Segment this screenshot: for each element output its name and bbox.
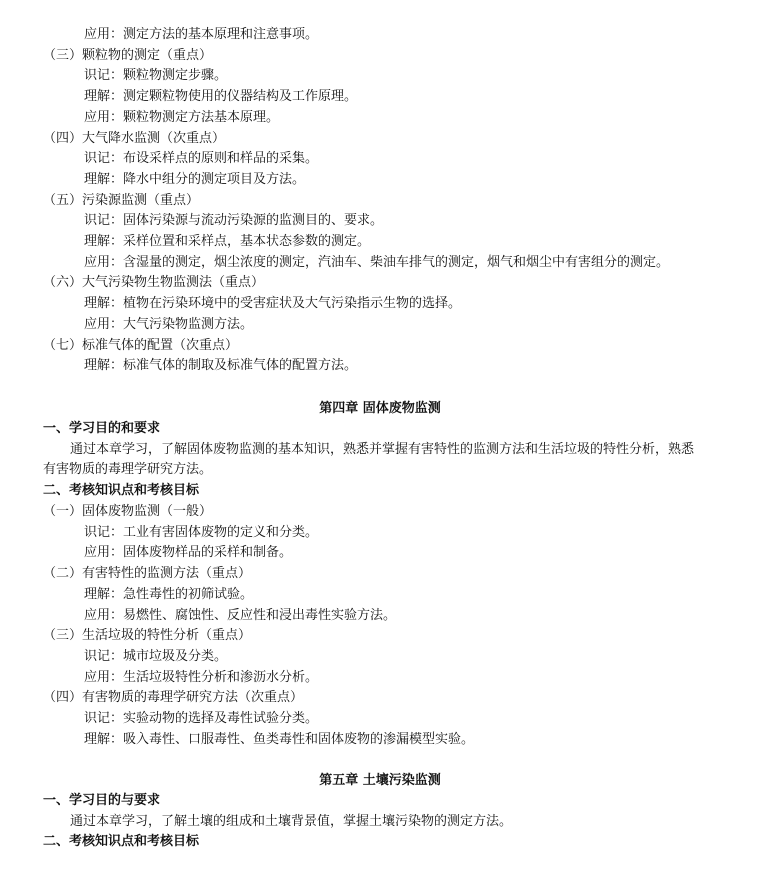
chapter4-paragraph-line1: 通过本章学习，了解固体废物监测的基本知识，熟悉并掌握有害特性的监测方法和生活垃圾的特性分析，熟悉: [70, 442, 695, 457]
chapter3-item: 理解：降水中组分的测定项目及方法。: [84, 171, 306, 187]
chapter3-item: 理解：采样位置和采样点，基本状态参数的测定。: [84, 234, 371, 249]
chapter4-subheading: （三）生活垃圾的特性分析（重点）: [43, 628, 252, 644]
chapter4-section1-heading: 一、学习目的和要求: [43, 421, 161, 436]
chapter4-item: 识记：工业有害固体废物的定义和分类。: [84, 524, 319, 540]
chapter3-subheading: （三）颗粒物的测定（重点）: [43, 47, 213, 63]
chapter3-item: 理解：植物在污染环境中的受害症状及大气污染指示生物的选择。: [84, 296, 462, 312]
chapter4-item: 理解：急性毒性的初筛试验。: [84, 586, 254, 602]
chapter3-item: 识记：布设采样点的原则和样品的采集。: [84, 151, 319, 167]
chapter3-item: 应用：测定方法的基本原理和注意事项。: [84, 27, 319, 42]
chapter3-item: 应用：含湿量的测定，烟尘浓度的测定，汽油车、柴油车排气的测定，烟气和烟尘中有害组分的测定。: [84, 254, 670, 270]
chapter4-item: 理解：吸入毒性、口服毒性、鱼类毒性和固体废物的渗漏模型实验。: [84, 731, 475, 747]
chapter3-item: 理解：标准气体的制取及标准气体的配置方法。: [84, 358, 358, 374]
chapter4-item: 应用：易燃性、腐蚀性、反应性和浸出毒性实验方法。: [84, 607, 397, 623]
chapter5-paragraph-line1: 通过本章学习，了解土壤的组成和土壤背景值，掌握土壤污染物的测定方法。: [70, 814, 513, 829]
chapter3-subheading: （五）污染源监测（重点）: [43, 192, 200, 208]
chapter4-paragraph-line2: 有害物质的毒理学研究方法。: [43, 462, 213, 477]
chapter4-subheading: （二）有害特性的监测方法（重点）: [43, 566, 252, 582]
chapter5-section2-heading: 二、考核知识点和考核目标: [43, 834, 200, 849]
chapter3-item: 理解：测定颗粒物使用的仪器结构及工作原理。: [84, 89, 358, 105]
chapter4-title: 第四章 固体废物监测: [319, 401, 441, 416]
chapter4-section2-heading: 二、考核知识点和考核目标: [43, 483, 200, 498]
chapter3-subheading: （四）大气降水监测（次重点）: [43, 130, 226, 146]
chapter4-item: 识记：实验动物的选择及毒性试验分类。: [84, 711, 319, 726]
chapter4-subheading: （一）固体废物监测（一般）: [43, 504, 213, 519]
chapter3-item: 应用：颗粒物测定方法基本原理。: [84, 109, 280, 125]
chapter3-subheading: （七）标准气体的配置（次重点）: [43, 337, 239, 353]
chapter4-item: 识记：城市垃圾及分类。: [84, 648, 228, 664]
chapter4-item: 应用：固体废物样品的采样和制备。: [84, 545, 293, 561]
chapter3-subheading: （六）大气污染物生物监测法（重点）: [43, 275, 265, 291]
chapter3-item: 识记：颗粒物测定步骤。: [84, 68, 228, 84]
chapter5-title: 第五章 土壤污染监测: [319, 773, 441, 788]
chapter5-section1-heading: 一、学习目的与要求: [43, 793, 161, 808]
chapter3-item: 应用：大气污染物监测方法。: [84, 316, 254, 332]
chapter4-subheading: （四）有害物质的毒理学研究方法（次重点）: [43, 690, 304, 706]
chapter3-item: 识记：固体污染源与流动污染源的监测目的、要求。: [84, 213, 384, 229]
chapter4-item: 应用：生活垃圾特性分析和渗沥水分析。: [84, 669, 319, 685]
